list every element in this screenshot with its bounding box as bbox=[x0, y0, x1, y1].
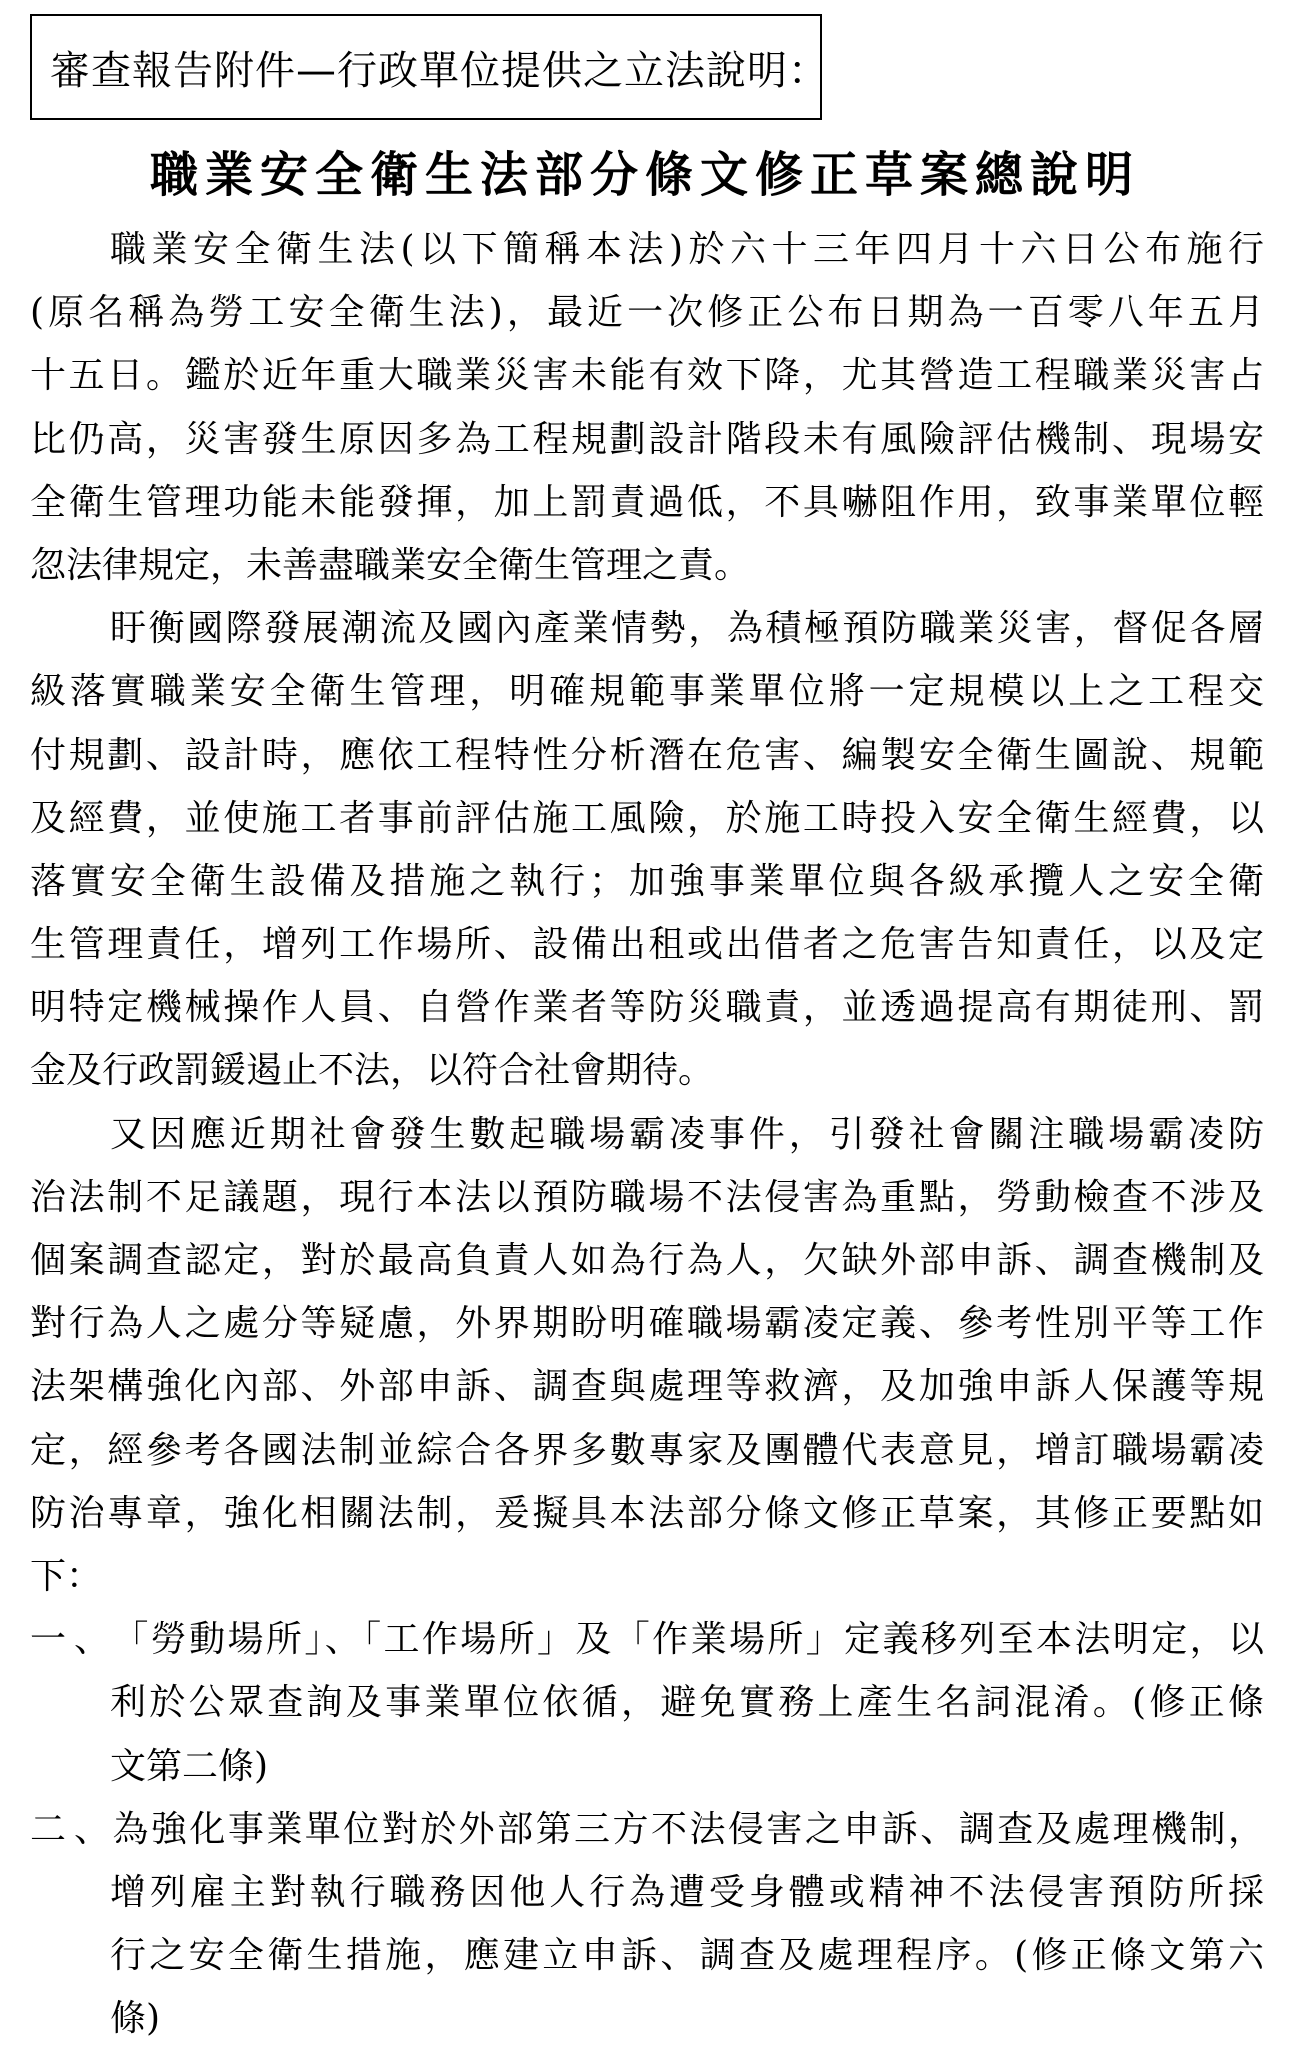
paragraph-line: 對行為人之處分等疑慮，外界期盼明確職場霸凌定義、參考性別平等工作 bbox=[30, 1303, 1264, 1345]
paragraph-line: 治法制不足議題，現行本法以預防職場不法侵害為重點，勞動檢查不涉及 bbox=[30, 1176, 1264, 1218]
amendment-item-1 bbox=[30, 1608, 1264, 1798]
item-marker: 一、 bbox=[30, 1619, 110, 1661]
item-line: 利於公眾查詢及事業單位依循，避免實務上產生名詞混淆。(修正條 bbox=[110, 1682, 1264, 1724]
paragraph-line: 十五日。鑑於近年重大職業災害未能有效下降，尤其營造工程職業災害占 bbox=[30, 355, 1264, 397]
item-line: 條) bbox=[110, 1998, 161, 2040]
item-line bbox=[30, 1798, 1264, 1861]
paragraph-line: 級落實職業安全衛生管理，明確規範事業單位將一定規模以上之工程交 bbox=[30, 671, 1264, 713]
paragraph-line: 明特定機械操作人員、自營作業者等防災職責，並透過提高有期徒刑、罰 bbox=[30, 987, 1264, 1029]
paragraph-line: 防治專章，強化相關法制，爰擬具本法部分條文修正草案，其修正要點如 bbox=[30, 1492, 1264, 1534]
document-title: 職業安全衛生法部分條文修正草案總說明 bbox=[149, 147, 1140, 203]
item-text: 為強化事業單位對於外部第三方不法侵害之申訴、調查及處理機制， bbox=[110, 1808, 1264, 1850]
paragraph-line: (原名稱為勞工安全衛生法)，最近一次修正公布日期為一百零八年五月 bbox=[30, 292, 1264, 334]
paragraph-2 bbox=[30, 597, 1264, 1103]
paragraph-line: 金及行政罰鍰遏止不法，以符合社會期待。 bbox=[30, 1050, 715, 1092]
attachment-label: 審查報告附件—行政單位提供之立法說明： bbox=[50, 47, 829, 94]
paragraph-line: 付規劃、設計時，應依工程特性分析潛在危害、編製安全衛生圖說、規範 bbox=[30, 734, 1264, 776]
paragraph-1 bbox=[30, 218, 1264, 597]
paragraph-line: 盱衡國際發展潮流及國內產業情勢，為積極預防職業災害，督促各層 bbox=[110, 608, 1264, 650]
amendment-item-2 bbox=[30, 1798, 1264, 2051]
item-text: 「勞動場所」、「工作場所」及「作業場所」定義移列至本法明定，以 bbox=[110, 1619, 1264, 1661]
paragraph-line: 全衛生管理功能未能發揮，加上罰責過低，不具嚇阻作用，致事業單位輕 bbox=[30, 481, 1264, 523]
paragraph-line: 忽法律規定，未善盡職業安全衛生管理之責。 bbox=[30, 544, 751, 586]
item-line bbox=[30, 1608, 1264, 1671]
item-line: 文第二條) bbox=[110, 1745, 269, 1787]
paragraph-line: 法架構強化內部、外部申訴、調查與處理等救濟，及加強申訴人保護等規 bbox=[30, 1366, 1264, 1408]
paragraph-line: 下： bbox=[30, 1555, 103, 1597]
paragraph-line: 定，經參考各國法制並綜合各界多數專家及團體代表意見，增訂職場霸凌 bbox=[30, 1429, 1264, 1471]
paragraph-line: 及經費，並使施工者事前評估施工風險，於施工時投入安全衛生經費，以 bbox=[30, 797, 1264, 839]
paragraph-3 bbox=[30, 1103, 1264, 1609]
paragraph-line: 職業安全衛生法(以下簡稱本法)於六十三年四月十六日公布施行 bbox=[110, 229, 1264, 270]
item-marker: 二、 bbox=[30, 1808, 110, 1850]
item-line: 增列雇主對執行職務因他人行為遭受身體或精神不法侵害預防所採 bbox=[110, 1871, 1264, 1913]
document-body bbox=[30, 218, 1264, 2050]
attachment-label-box bbox=[30, 14, 829, 120]
paragraph-line: 比仍高，災害發生原因多為工程規劃設計階段未有風險評估機制、現場安 bbox=[30, 418, 1264, 460]
paragraph-line: 生管理責任，增列工作場所、設備出租或出借者之危害告知責任，以及定 bbox=[30, 924, 1264, 966]
item-line: 行之安全衛生措施，應建立申訴、調查及處理程序。(修正條文第六 bbox=[110, 1935, 1264, 1977]
paragraph-line: 又因應近期社會發生數起職場霸凌事件，引發社會關注職場霸凌防 bbox=[110, 1113, 1264, 1155]
paragraph-line: 落實安全衛生設備及措施之執行；加強事業單位與各級承攬人之安全衛 bbox=[30, 860, 1264, 902]
paragraph-line: 個案調查認定，對於最高負責人如為行為人，欠缺外部申訴、調查機制及 bbox=[30, 1240, 1264, 1281]
